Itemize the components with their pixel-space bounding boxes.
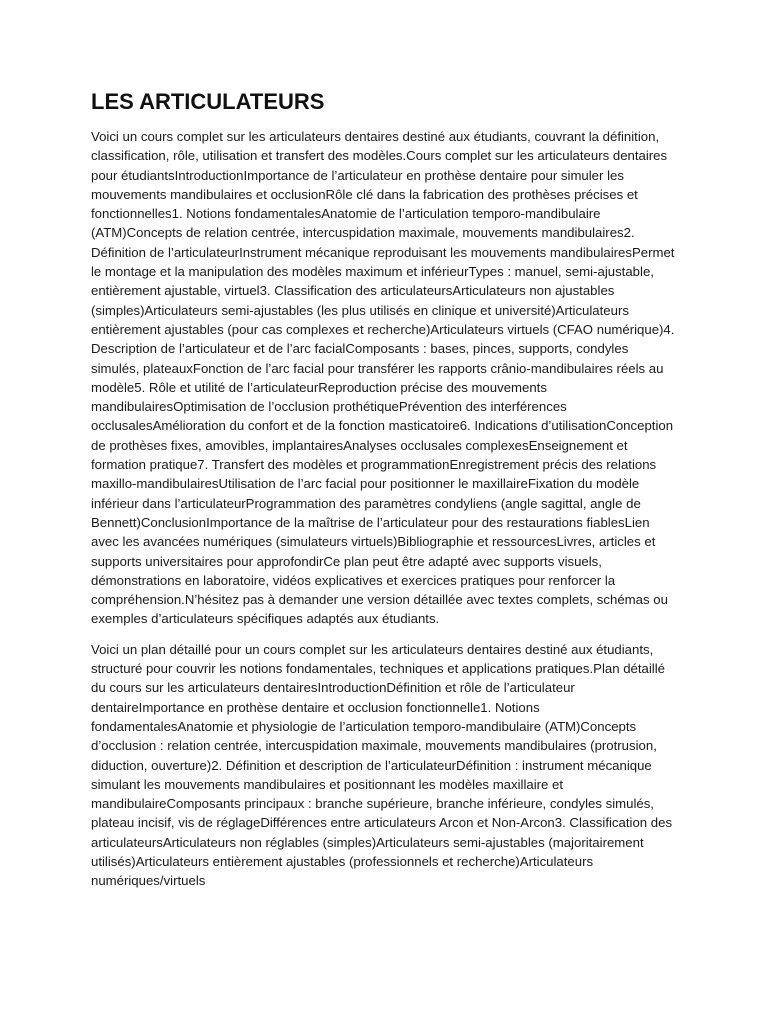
paragraph-2: Voici un plan détaillé pour un cours complet sur les articulateurs dentaires destiné aux étudiants, structuré pour couvrir les notions fondamentales, techniques et applications pratiques.Plan détaillé du cours sur les articulateurs dentairesIntroductionDéfinition et rôle de l’articulateur dentaireImportance en prothèse dentaire et occlusion fonctionnelle1. Notions fondamentalesAnatomie et physiologie de l’articulation temporo-mandibulaire (ATM)Concepts d’occlusion : relation centrée, intercuspidation maximale, mouvements mandibulaires (protrusion, diduction, ouverture)2. Définition et description de l’articulateurDéfinition : instrument mécanique simulant les mouvements mandibulaires et positionnant les modèles maxillaire et mandibulaireComposants principaux : branche supérieure, branche inférieure, condyles simulés, plateau incisif, vis de réglageDifférences entre articulateurs Arcon et Non-Arcon3. Classification des articulateursArticulateurs non réglables (simples)Articulateurs semi-ajustables (majoritairement utilisés)Articulateurs entièrement ajustables (professionnels et recherche)Articulateurs numériques/virtuels [91,641,673,889]
document-page [91,88,677,902]
document-title: LES ARTICULATEURS [91,89,325,114]
paragraph-1: Voici un cours complet sur les articulateurs dentaires destiné aux étudiants, couvrant la définition, classification, rôle, utilisation et transfert des modèles.Cours complet sur les articulateurs dentaires pour étudiantsIntroductionImportance de l’articulateur en prothèse dentaire pour simuler les mouvements mandibulaires et occlusionRôle clé dans la fabrication des prothèses précises et fonctionnelles1. Notions fondamentalesAnatomie de l’articulation temporo-mandibulaire (ATM)Concepts de relation centrée, intercuspidation maximale, mouvements mandibulaires2. Définition de l’articulateurInstrument mécanique reproduisant les mouvements mandibulairesPermet le montage et la manipulation des modèles maximum et inférieurTypes : manuel, semi-ajustable, entièrement ajustable, virtuel3. Classification des articulateursArticulateurs non ajustables (simples)Articulateurs semi-ajustables (les plus utilisés en clinique et université)Articulateurs entièrement ajustables (pour cas complexes et recherche)Articulateurs virtuels (CFAO numérique)4. Description de l’articulateur et de l’arc facialComposants : bases, pinces, supports, condyles simulés, plateauxFonction de l’arc facial pour transférer les rapports crânio-mandibulaires réels au modèle5. Rôle et utilité de l’articulateurReproduction précise des mouvements mandibulairesOptimisation de l’occlusion prothétiquePrévention des interférences occlusalesAmélioration du confort et de la fonction masticatoire6. Indications d’utilisationConception de prothèses fixes, amovibles, implantairesAnalyses occlusales complexesEnseignement et formation pratique7. Transfert des modèles et programmationEnregistrement précis des relations maxillo-mandibulairesUtilisation de l’arc facial pour positionner le maxillaireFixation du modèle inférieur dans l’articulateurProgrammation des paramètres condyliens (angle sagittal, angle de Bennett)ConclusionImportance de la maîtrise de l’articulateur pour des restaurations fiablesLien avec les avancées numériques (simulateurs virtuels)Bibliographie et ressourcesLivres, articles et supports universitaires pour approfondirCe plan peut être adapté avec supports visuels, démonstrations en laboratoire, vidéos explicatives et exercices pratiques pour renforcer la compréhension.N’hésitez pas à demander une version détaillée avec textes complets, schémas ou exemples d’articulateurs spécifiques adaptés aux étudiants. [91,129,675,627]
